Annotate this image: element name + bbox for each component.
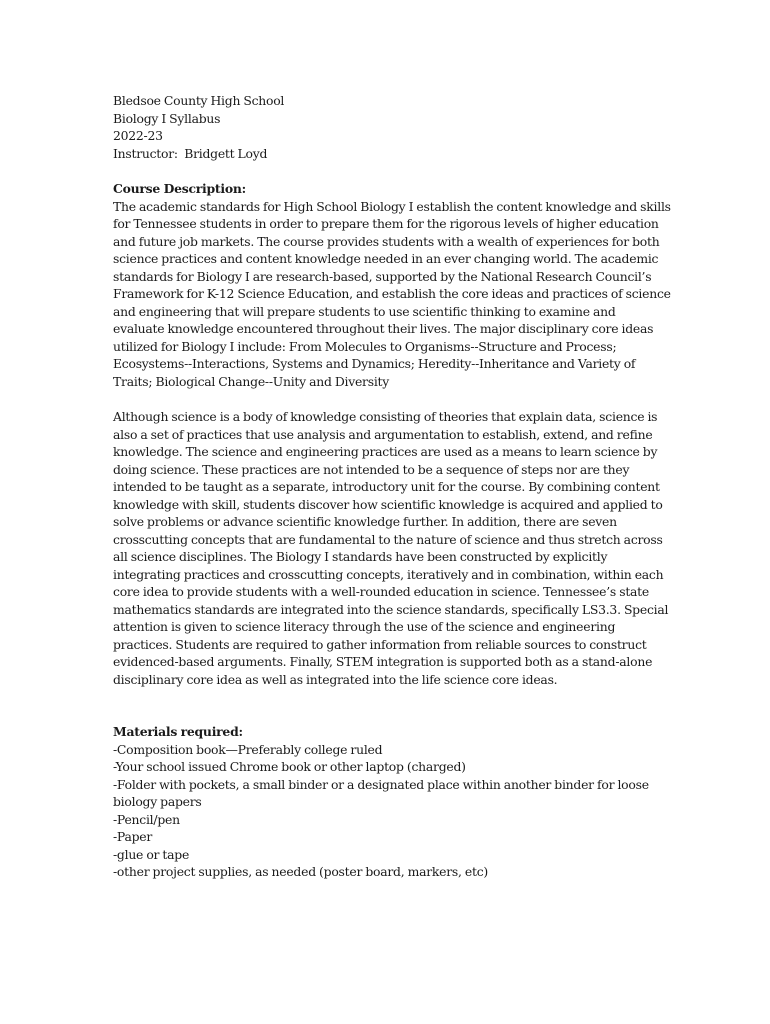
paragraph-line: mathematics standards are integrated into the science standards, specifically LS3.3. Special xyxy=(113,601,669,617)
description-paragraph-1 xyxy=(113,198,671,391)
paragraph-line: intended to be taught as a separate, introductory unit for the course. By combining content xyxy=(113,479,660,494)
paragraph-line: solve problems or advance scientific knowledge further. In addition, there are seven xyxy=(113,514,617,529)
materials-item: -Pencil/pen xyxy=(113,811,180,827)
paragraph-line: Traits; Biological Change--Unity and Diversity xyxy=(113,373,390,389)
materials-item: -Folder with pockets, a small binder or a designated place within another binder for loose xyxy=(113,776,649,792)
paragraph-line: disciplinary core idea as well as integrated into the life science core ideas. xyxy=(113,671,558,687)
paragraph-line: Although science is a body of knowledge consisting of theories that explain data, science is xyxy=(113,409,658,424)
paragraph-line: The academic standards for High School Biology I establish the content knowledge and skills xyxy=(113,198,671,214)
paragraph-line: Framework for K-12 Science Education, and establish the core ideas and practices of science xyxy=(113,286,671,301)
paragraph-line: practices. Students are required to gather information from reliable sources to construct xyxy=(113,636,647,652)
materials-item: -other project supplies, as needed (poster board, markers, etc) xyxy=(113,864,488,879)
paragraph-line: also a set of practices that use analysis and argumentation to establish, extend, and refine xyxy=(113,426,653,442)
paragraph-line: doing science. These practices are not intended to be a sequence of steps nor are they xyxy=(113,461,630,477)
paragraph-line: evidenced-based arguments. Finally, STEM integration is supported both as a stand-alone xyxy=(113,654,653,669)
paragraph-line: all science disciplines. The Biology I standards have been constructed by explicitly xyxy=(113,549,608,564)
description-paragraph-2 xyxy=(113,408,669,688)
paragraph-line: attention is given to science literacy through the use of the science and engineering xyxy=(113,619,616,634)
course-description-section xyxy=(113,180,671,688)
paragraph-line: Ecosystems--Interactions, Systems and Dynamics; Heredity--Inheritance and Variety of xyxy=(113,356,636,371)
materials-heading: Materials required: xyxy=(113,724,243,739)
materials-item: -Composition book—Preferably college ruled xyxy=(113,741,383,757)
course-title: Biology I Syllabus xyxy=(113,110,221,126)
paragraph-line: and engineering that will prepare students to use scientific thinking to examine and xyxy=(113,303,616,319)
syllabus-page xyxy=(113,92,671,881)
school-year: 2022-23 xyxy=(113,128,163,143)
materials-section xyxy=(113,723,661,881)
materials-item: -Your school issued Chrome book or other laptop (charged) xyxy=(113,759,466,774)
paragraph-line: standards for Biology I are research-based, supported by the National Research Council’s xyxy=(113,268,652,284)
paragraph-line: crosscutting concepts that are fundamental to the nature of science and thus stretch across xyxy=(113,531,663,547)
paragraph-line: knowledge with skill, students discover how scientific knowledge is acquired and applied to xyxy=(113,496,663,512)
paragraph-line: integrating practices and crosscutting concepts, iteratively and in combination, within each xyxy=(113,566,664,582)
materials-item: -glue or tape xyxy=(113,846,190,862)
paragraph-line: science practices and content knowledge needed in an ever changing world. The academic xyxy=(113,251,659,266)
header-block xyxy=(113,92,661,162)
instructor-name: Instructor: Bridgett Loyd xyxy=(113,145,268,161)
paragraph-line: evaluate knowledge encountered throughout their lives. The major disciplinary core ideas xyxy=(113,321,654,336)
course-description-heading: Course Description: xyxy=(113,181,246,196)
materials-item: biology papers xyxy=(113,794,202,809)
paragraph-line: for Tennessee students in order to prepare them for the rigorous levels of higher education xyxy=(113,216,659,231)
paragraph-line: and future job markets. The course provides students with a wealth of experiences for both xyxy=(113,233,660,249)
paragraph-line: core idea to provide students with a well-rounded education in science. Tennessee’s state xyxy=(113,584,649,599)
materials-item: -Paper xyxy=(113,829,153,844)
paragraph-line: utilized for Biology I include: From Molecules to Organisms--Structure and Process; xyxy=(113,338,617,354)
paragraph-line: knowledge. The science and engineering practices are used as a means to learn science by xyxy=(113,444,658,459)
school-name: Bledsoe County High School xyxy=(113,93,285,108)
